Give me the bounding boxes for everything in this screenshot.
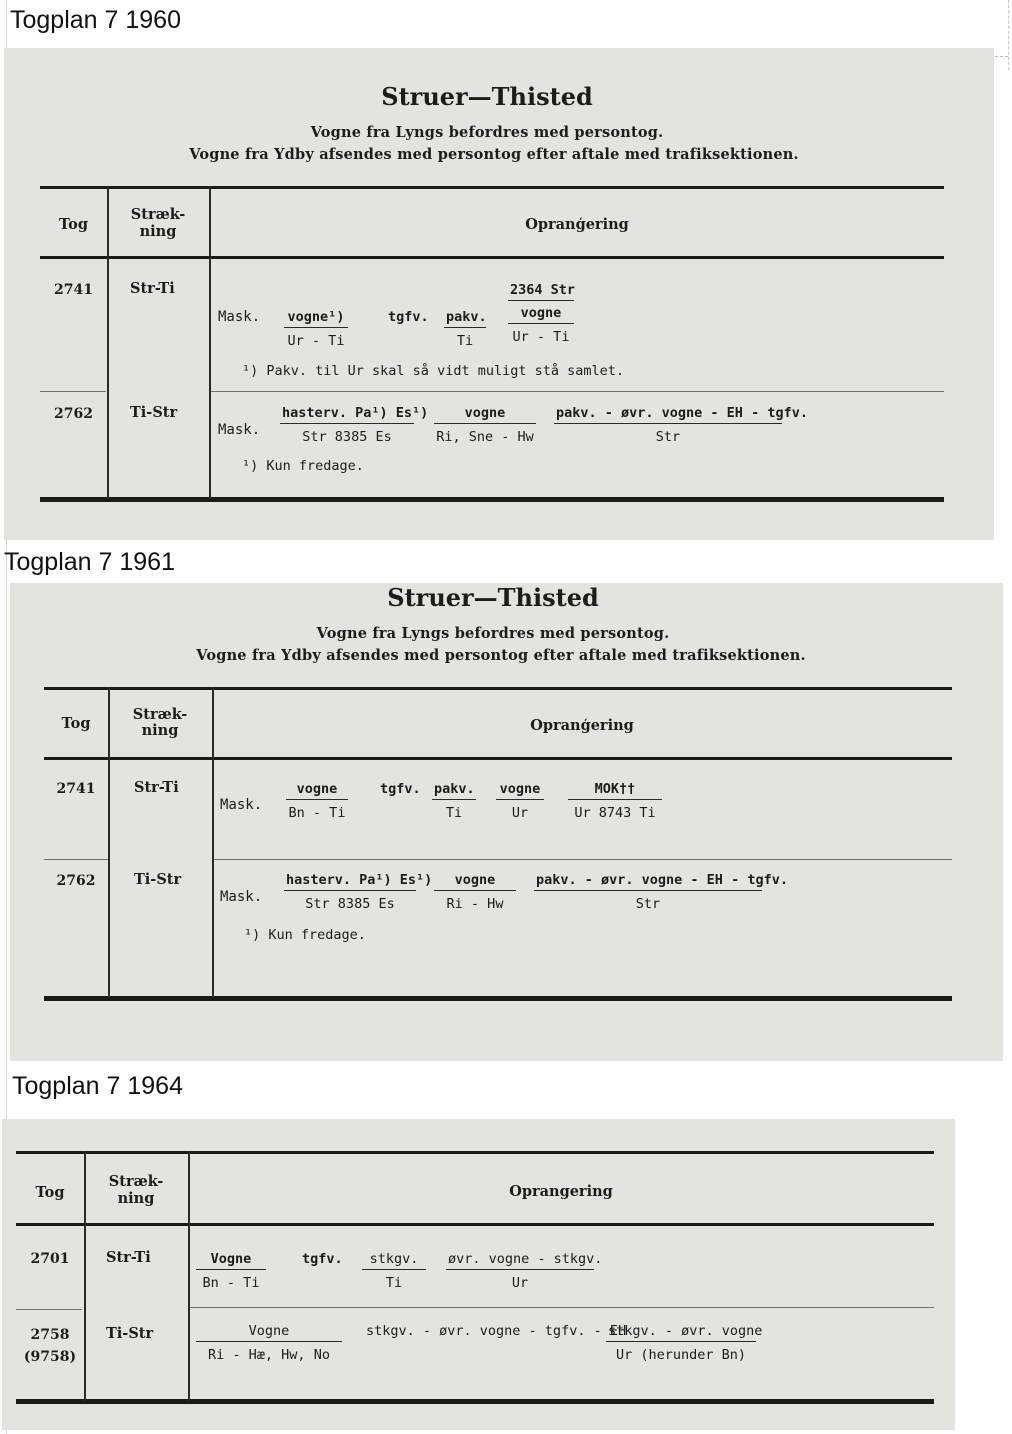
scan-1961 — [10, 583, 1003, 1061]
consist-group — [446, 1251, 603, 1291]
consist-group — [496, 781, 544, 821]
consist-group — [434, 872, 516, 912]
footnote: ¹) Pakv. til Ur skal så vidt muligt stå samlet. — [242, 363, 625, 379]
consist-group — [196, 1323, 342, 1363]
header-straek-1: Stræk- — [130, 206, 186, 223]
rule-bottom — [40, 497, 944, 502]
consist-group — [280, 405, 429, 445]
consist-route: Ur (herunder Bn) — [615, 1347, 747, 1363]
rule-row-tog — [16, 1309, 82, 1310]
tog-number-alt: (9758) — [23, 1349, 77, 1365]
consist-route: Bn - Ti — [288, 805, 346, 821]
consist-group — [444, 309, 486, 349]
consist-vehicles: stkgv. — [362, 1251, 426, 1270]
consist-route: Ur - Ti — [512, 329, 570, 345]
header-tog: Tog — [61, 715, 91, 732]
page-title: Struer—Thisted — [387, 583, 599, 612]
consist-route: Ti — [456, 333, 474, 349]
tog-number: 2701 — [30, 1251, 70, 1267]
consist-group — [568, 781, 662, 821]
rule-header — [44, 757, 952, 760]
header-straek-1: Stræk- — [108, 1173, 164, 1190]
consist-route: Str — [655, 429, 681, 445]
consist-vehicles: vogne¹) — [284, 309, 348, 328]
train-table — [40, 186, 944, 504]
rule-top — [44, 687, 952, 690]
rule-row-opr — [210, 391, 944, 392]
consist-group — [284, 872, 433, 912]
consist-vehicles: pakv. - øvr. vogne - EH - tgfv. — [554, 405, 782, 424]
consist-route: Bn - Ti — [202, 1275, 260, 1291]
consist-vehicles: vogne — [434, 872, 516, 891]
footnote: ¹) Kun fredage. — [242, 458, 364, 474]
consist-route: Ur 8743 Ti — [574, 805, 656, 821]
straekning: Str-Ti — [130, 280, 175, 297]
straekning: Ti-Str — [134, 871, 182, 888]
consist-vehicles: vogne — [508, 305, 574, 324]
consist-route: Str 8385 Es — [302, 429, 392, 445]
header-oprangering: Oprangering — [509, 1183, 613, 1200]
consist-vehicles: pakv. — [444, 309, 486, 328]
tog-number: 2741 — [54, 282, 93, 298]
header-straek-2: ning — [117, 1190, 155, 1207]
rule-top — [16, 1151, 934, 1154]
consist-group — [362, 1251, 426, 1291]
consist-group — [196, 1251, 266, 1291]
rule-header — [40, 256, 944, 259]
rule-header — [16, 1223, 934, 1226]
consist-vehicles: Vogne — [196, 1251, 266, 1270]
train-table — [44, 687, 952, 1005]
consist-vehicles: stkgv. - øvr. vogne — [606, 1323, 756, 1342]
note-ydby: Vogne fra Ydby afsendes med persontog efter aftale med trafiksektionen. — [189, 146, 799, 163]
consist-vehicles: MOK†† — [568, 781, 662, 800]
consist-vehicles: øvr. vogne - stkgv. — [446, 1251, 594, 1270]
rule-row-tog — [40, 391, 106, 392]
consist-group — [286, 781, 348, 821]
footnote: ¹) Kun fredage. — [244, 927, 366, 943]
consist-tgfv: tgfv. — [302, 1251, 343, 1267]
page-right-guide — [1008, 0, 1009, 70]
note-ydby: Vogne fra Ydby afsendes med persontog efter aftale med trafiksektionen. — [196, 647, 806, 664]
consist-route: Ur — [511, 805, 529, 821]
consist-vehicles: vogne — [434, 405, 536, 424]
note-lyngs: Vogne fra Lyngs befordres med persontog. — [310, 124, 664, 141]
scan-1964 — [2, 1119, 955, 1430]
straekning: Str-Ti — [134, 779, 179, 796]
consist-group — [508, 282, 574, 345]
rule-bottom — [16, 1399, 934, 1404]
consist-vehicles: vogne — [286, 781, 348, 800]
consist-group — [434, 405, 536, 445]
caption-1961: Togplan 7 1961 — [4, 548, 175, 576]
mask-label: Mask. — [220, 889, 263, 905]
straekning: Str-Ti — [106, 1249, 151, 1266]
mask-label: Mask. — [220, 797, 263, 813]
scan-1960 — [4, 48, 994, 540]
consist-tgfv: tgfv. — [380, 781, 421, 797]
caption-1960: Togplan 7 1960 — [10, 6, 181, 34]
consist-group — [554, 405, 808, 445]
header-straek-2: ning — [141, 722, 179, 739]
consist-train-ref: 2364 Str — [508, 282, 574, 301]
consist-route: Ur - Ti — [287, 333, 345, 349]
consist-group — [534, 872, 788, 912]
consist-tgfv: tgfv. — [388, 309, 429, 325]
consist-vehicles: pakv. - øvr. vogne - EH - tgfv. — [534, 872, 762, 891]
consist-vehicles: vogne — [496, 781, 544, 800]
consist-route: Str — [635, 896, 661, 912]
page-title: Struer—Thisted — [381, 82, 593, 111]
rule-bottom — [44, 996, 952, 1001]
consist-route: Ur — [511, 1275, 529, 1291]
tog-number: 2762 — [54, 406, 93, 422]
mask-label: Mask. — [218, 422, 261, 438]
rule-row-opr — [214, 859, 952, 860]
straekning: Ti-Str — [130, 404, 178, 421]
tog-number: 2741 — [56, 781, 96, 797]
consist-group — [606, 1323, 763, 1363]
consist-route: Str 8385 Es — [305, 896, 395, 912]
rule-row-opr — [190, 1307, 934, 1308]
consist-vehicles: Vogne — [196, 1323, 342, 1342]
header-straek-1: Stræk- — [132, 706, 188, 723]
consist-vehicles: hasterv. Pa¹) Es¹) — [280, 405, 414, 424]
tog-number: 2762 — [56, 873, 96, 889]
tog-number: 2758 — [30, 1327, 70, 1343]
consist-route: Ri - Hæ, Hw, No — [208, 1347, 330, 1363]
consist-route: Ri, Sne - Hw — [436, 429, 534, 445]
consist-middle: stkgv. - øvr. vogne - tgfv. - EH — [366, 1323, 627, 1339]
header-tog: Tog — [35, 1184, 65, 1201]
consist-vehicles: hasterv. Pa¹) Es¹) — [284, 872, 416, 891]
consist-group — [284, 309, 348, 349]
header-tog: Tog — [59, 216, 88, 233]
consist-group — [432, 781, 476, 821]
consist-route: Ri - Hw — [446, 896, 504, 912]
caption-1964: Togplan 7 1964 — [12, 1072, 183, 1100]
straekning: Ti-Str — [106, 1325, 154, 1342]
train-table — [16, 1151, 934, 1409]
rule-row-tog — [44, 859, 110, 860]
mask-label: Mask. — [218, 309, 261, 325]
header-oprangering: Opranģering — [525, 216, 629, 233]
header-oprangering: Opranģering — [530, 717, 634, 734]
rule-top — [40, 186, 944, 189]
consist-route: Ti — [385, 1275, 403, 1291]
header-straek-2: ning — [139, 223, 177, 240]
consist-vehicles: pakv. — [432, 781, 476, 800]
consist-route: Ti — [445, 805, 463, 821]
note-lyngs: Vogne fra Lyngs befordres med persontog. — [316, 625, 670, 642]
